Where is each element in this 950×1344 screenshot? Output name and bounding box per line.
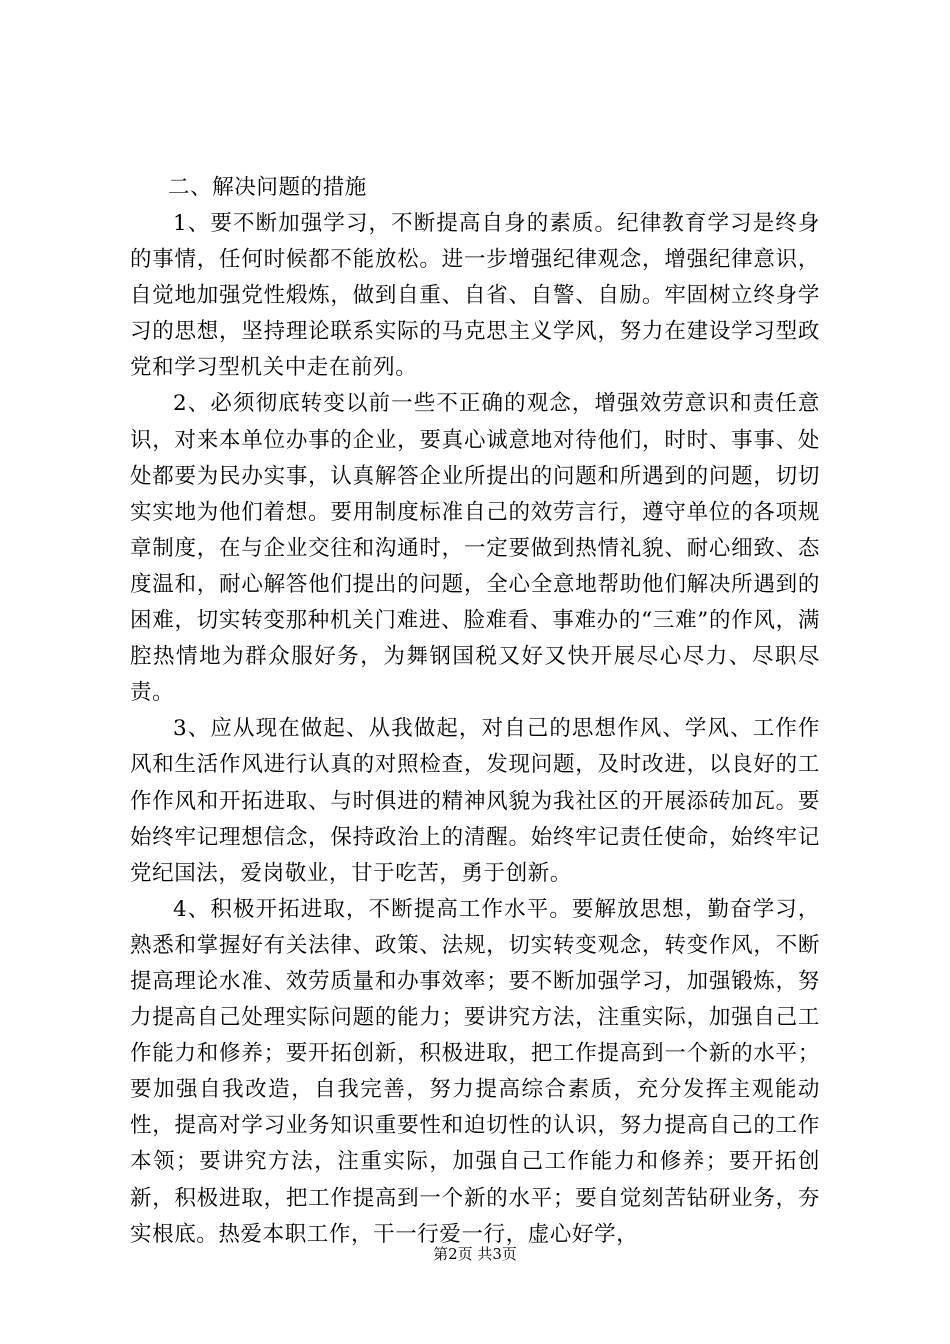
document-body: [130, 170, 820, 1253]
paragraph-1: 1、要不断加强学习，不断提高自身的素质。纪律教育学习是终身的事情，任何时候都不能放松。进一步增强纪律观念，增强纪律意识，自觉地加强党性煅炼，做到自重、自省、自警、自励。牢固树立终身学习的思想，坚持理论联系实际的马克思主义学风，努力在建设学习型政党和学习型机关中走在前列。: [130, 211, 820, 381]
section-heading: 二、解决问题的措施: [168, 175, 367, 200]
paragraph-3: 3、应从现在做起、从我做起，对自己的思想作风、学风、工作作风和生活作风进行认真的对照检查，发现问题，及时改进，以良好的工作作风和开拓进取、与时俱进的精神风貌为我社区的开展添砖加瓦。要始终牢记理想信念，保持政治上的清醒。始终牢记责任使命，始终牢记党纪国法，爱岗敬业，甘于吃苦，勇于创新。: [130, 716, 820, 886]
paragraph-2: 2、必须彻底转变以前一些不正确的观念，增强效劳意识和责任意识，对来本单位办事的企业，要真心诚意地对待他们，时时、事事、处处都要为民办实事，认真解答企业所提出的问题和所遇到的问题，切切实实地为他们着想。要用制度标准自己的效劳言行，遵守单位的各项规章制度，在与企业交往和沟通时，一定要做到热情礼貌、耐心细致、态度温和，耐心解答他们提出的问题，全心全意地帮助他们解决所遇到的困难，切实转变那种机关门难进、脸难看、事难办的“三难”的作风，满腔热情地为群众服好务，为舞钢国税又好又快开展尽心尽力、尽职尽责。: [130, 391, 820, 706]
paragraph-4: 4、积极开拓进取，不断提高工作水平。要解放思想，勤奋学习，熟悉和掌握好有关法律、政策、法规，切实转变观念，转变作风，不断提高理论水准、效劳质量和办事效率；要不断加强学习，加强锻炼，努力提高自己处理实际问题的能力；要讲究方法，注重实际，加强自己工作能力和修养；要开拓创新，积极进取，把工作提高到一个新的水平；要加强自我改造，自我完善，努力提高综合素质，充分发挥主观能动性，提高对学习业务知识重要性和迫切性的认识，努力提高自己的工作本领；要讲究方法，注重实际，加强自己工作能力和修养；要开拓创新，积极进取，把工作提高到一个新的水平；要自觉刻苦钻研业务，夯实根底。热爱本职工作，干一行爱一行，虚心好学，: [130, 896, 820, 1247]
page-footer: 第2页 共3页: [433, 1245, 517, 1263]
